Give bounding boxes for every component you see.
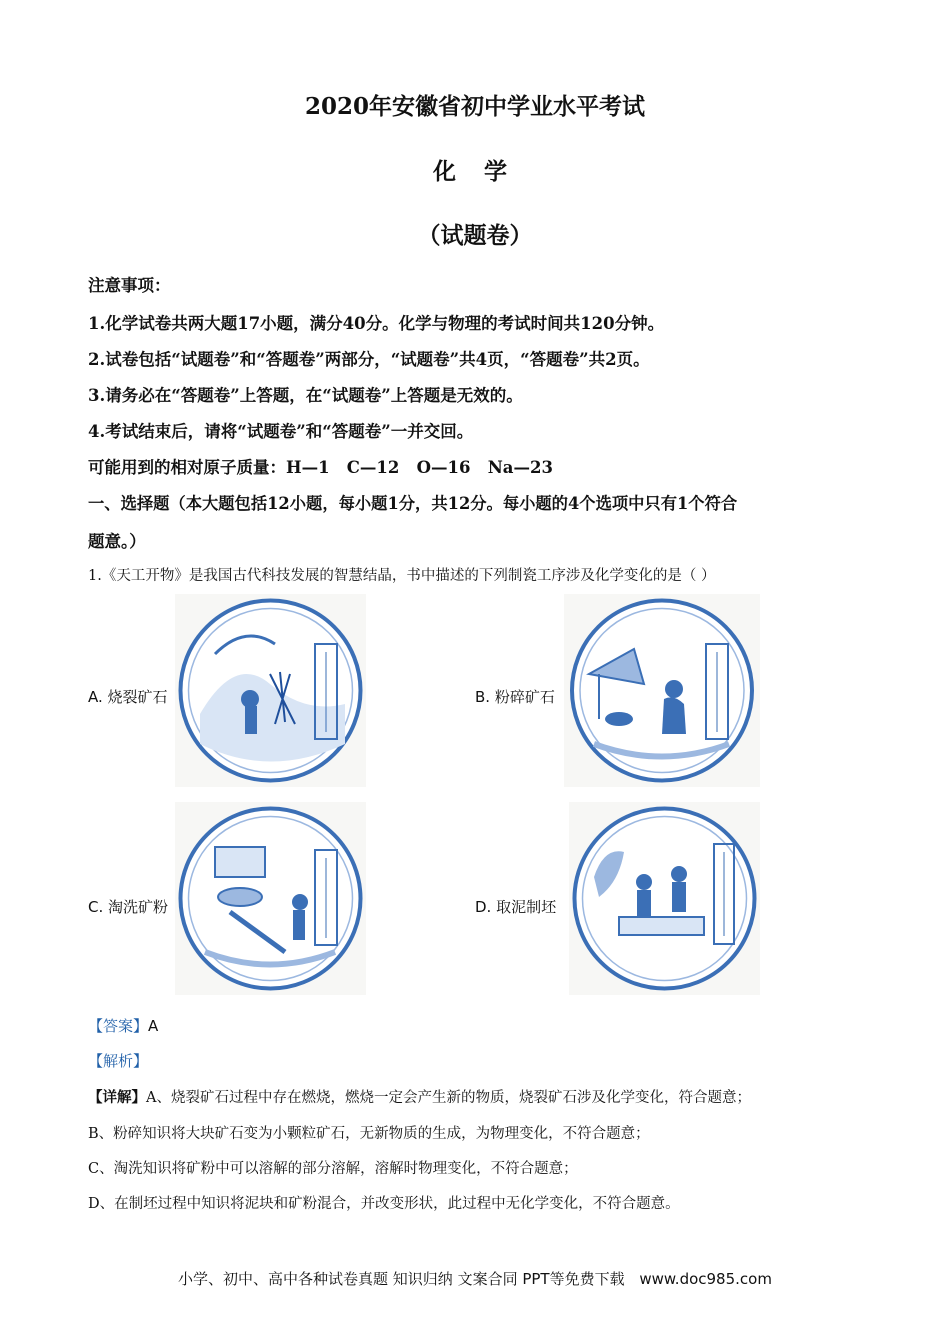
section1-heading: 一、选择题（本大题包括12小题，每小题1分，共12分。每小题的4个选项中只有1个符合 [88, 494, 738, 513]
option-a-image [175, 594, 366, 787]
answer-label: 【答案】 [88, 1017, 149, 1035]
question1-stem: 1.《天工开物》是我国古代科技发展的智慧结晶，书中描述的下列制瓷工序涉及化学变化的是（ ） [88, 568, 716, 584]
footer-text: 小学、初中、高中各种试卷真题 知识归纳 文案合同 PPT等免费下载 [178, 1270, 625, 1288]
answer-line [88, 1015, 158, 1036]
detail-a [88, 1086, 751, 1107]
section1-heading-cont: 题意。） [88, 532, 146, 551]
option-b-label: B. 粉碎矿石 [475, 688, 555, 706]
exam-title: 2020年安徽省初中学业水平考试 [304, 93, 645, 120]
note-item-1: 1.化学试卷共两大题17小题，满分40分。化学与物理的考试时间共120分钟。 [88, 314, 665, 333]
footer-url[interactable]: www.doc985.com [639, 1270, 772, 1288]
paper-type: （试题卷） [417, 222, 533, 249]
option-c-image [175, 802, 366, 995]
detail-label: 【详解】 [88, 1089, 146, 1106]
subject-title: 化 学 [432, 158, 517, 185]
notes-heading: 注意事项： [88, 276, 171, 295]
note-item-3: 3.请务必在“答题卷”上答题，在“试题卷”上答题是无效的。 [88, 386, 523, 405]
footer [0, 1268, 950, 1289]
detail-c: C、淘洗知识将矿粉中可以溶解的部分溶解，溶解时物理变化，不符合题意； [88, 1161, 578, 1177]
detail-b: B、粉碎知识将大块矿石变为小颗粒矿石，无新物质的生成，为物理变化，不符合题意； [88, 1126, 650, 1142]
option-d-label: D. 取泥制坯 [475, 898, 557, 916]
note-item-2: 2.试卷包括“试题卷”和“答题卷”两部分，“试题卷”共4页，“答题卷”共2页。 [88, 350, 650, 369]
option-d-image [569, 802, 760, 995]
detail-a-text: A、烧裂矿石过程中存在燃烧，燃烧一定会产生新的物质，烧裂矿石涉及化学变化，符合题意； [146, 1090, 751, 1106]
atomic-masses: 可能用到的相对原子质量：H—1 C—12 O—16 Na—23 [88, 458, 553, 477]
detail-d: D、在制坯过程中知识将泥块和矿粉混合，并改变形状，此过程中无化学变化，不符合题意。 [88, 1196, 680, 1212]
option-a-label: A. 烧裂矿石 [88, 688, 168, 706]
answer-value: A [148, 1017, 159, 1035]
analysis-label: 【解析】 [88, 1052, 149, 1070]
note-item-4: 4.考试结束后，请将“试题卷”和“答题卷”一并交回。 [88, 422, 474, 441]
option-b-image [564, 594, 760, 787]
option-c-label: C. 淘洗矿粉 [88, 898, 169, 916]
